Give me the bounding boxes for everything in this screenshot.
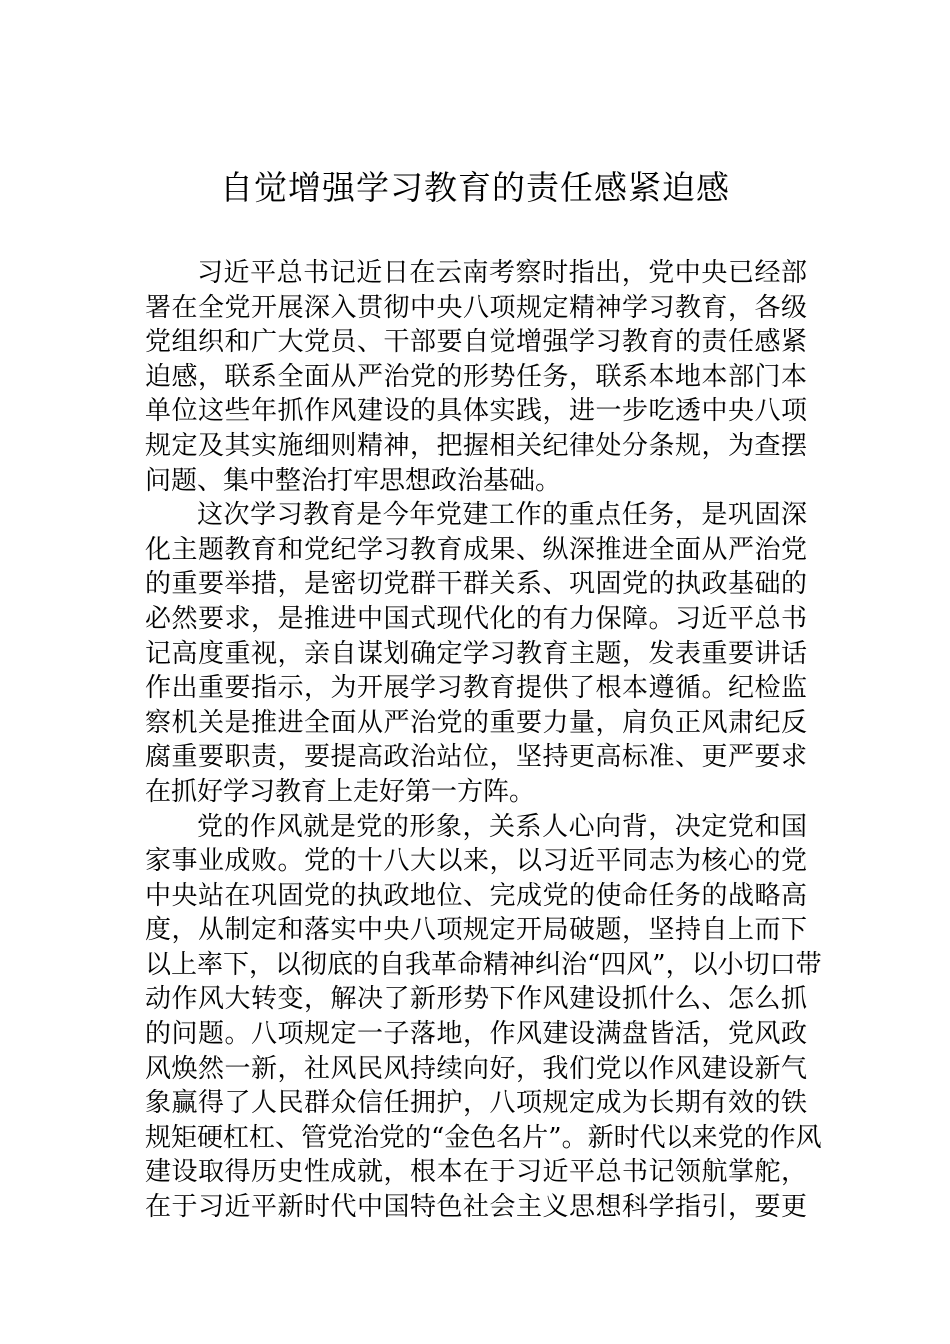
text-line: 化主题教育和党纪学习教育成果、纵深推进全面从严治党 — [145, 534, 807, 565]
text-line: 党组织和广大党员、干部要自觉增强学习教育的责任感紧 — [145, 327, 807, 358]
text-line: 腐重要职责，要提高政治站位，坚持更高标准、更严要求 — [145, 742, 807, 773]
text-line: 规定及其实施细则精神，把握相关纪律处分条规，为查摆 — [145, 430, 807, 461]
text-line: 单位这些年抓作风建设的具体实践，进一步吃透中央八项 — [145, 396, 807, 427]
paragraph-2 — [145, 498, 807, 809]
paragraph-1 — [145, 256, 807, 498]
text-line: 家事业成败。党的十八大以来，以习近平同志为核心的党 — [145, 846, 807, 877]
text-line: 在于习近平新时代中国特色社会主义思想科学指引，要更 — [145, 1192, 807, 1223]
text-line: 中央站在巩固党的执政地位、完成党的使命任务的战略高 — [145, 880, 807, 911]
text-line: 的问题。八项规定一子落地，作风建设满盘皆活，党风政 — [145, 1019, 807, 1050]
text-line: 动作风大转变，解决了新形势下作风建设抓什么、怎么抓 — [145, 984, 807, 1015]
text-line: 以上率下，以彻底的自我革命精神纠治“四风”，以小切口带 — [145, 949, 822, 980]
text-line: 作出重要指示，为开展学习教育提供了根本遵循。纪检监 — [145, 673, 807, 704]
text-line: 这次学习教育是今年党建工作的重点任务，是巩固深 — [197, 500, 807, 531]
text-line: 规矩硬杠杠、管党治党的“金色名片”。新时代以来党的作风 — [145, 1122, 822, 1153]
text-line: 必然要求，是推进中国式现代化的有力保障。习近平总书 — [145, 603, 807, 634]
text-line: 风焕然一新，社风民风持续向好，我们党以作风建设新气 — [145, 1053, 807, 1084]
text-line: 问题、集中整治打牢思想政治基础。 — [145, 465, 562, 496]
text-line: 记高度重视，亲自谋划确定学习教育主题，发表重要讲话 — [145, 638, 807, 669]
text-line: 署在全党开展深入贯彻中央八项规定精神学习教育，各级 — [145, 292, 807, 323]
text-line: 习近平总书记近日在云南考察时指出，党中央已经部 — [197, 258, 807, 288]
text-line: 在抓好学习教育上走好第一方阵。 — [145, 776, 536, 807]
text-line: 象赢得了人民群众信任拥护，八项规定成为长期有效的铁 — [145, 1088, 807, 1119]
text-line: 度，从制定和落实中央八项规定开局破题，坚持自上而下 — [145, 915, 807, 946]
text-line: 的重要举措，是密切党群干群关系、巩固党的执政基础的 — [145, 569, 807, 600]
text-line: 迫感，联系全面从严治党的形势任务，联系本地本部门本 — [145, 361, 807, 392]
page-title: 自觉增强学习教育的责任感紧迫感 — [220, 168, 730, 207]
text-line: 建设取得历史性成就，根本在于习近平总书记领航掌舵， — [145, 1157, 807, 1188]
text-line: 党的作风就是党的形象，关系人心向背，决定党和国 — [197, 811, 807, 842]
paragraph-3 — [145, 810, 822, 1225]
text-line: 察机关是推进全面从严治党的重要力量，肩负正风肃纪反 — [145, 707, 807, 738]
article-body — [145, 256, 822, 1225]
